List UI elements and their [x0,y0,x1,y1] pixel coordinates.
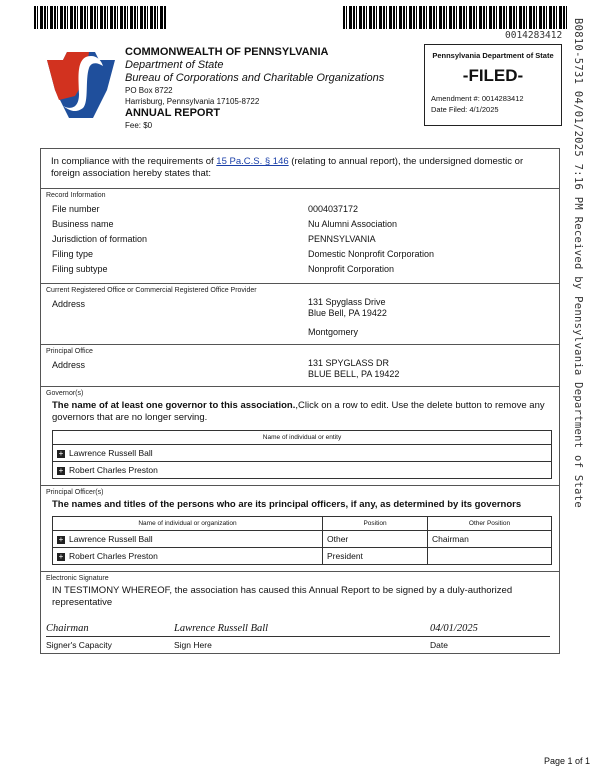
governor-name: Robert Charles Preston [69,465,158,475]
officers-section [41,485,559,571]
field-value: Domestic Nonprofit Corporation [308,249,435,259]
signature-value[interactable]: Lawrence Russell Ball [174,623,430,637]
principal-office [41,344,559,386]
bureau: Bureau of Corporations and Charitable Organizations [125,72,385,84]
field-label: Jurisdiction of formation [52,234,148,244]
pa-keystone-logo [45,50,117,120]
commonwealth-title: COMMONWEALTH OF PENNSYLVANIA [125,46,329,58]
field-label: Filing subtype [52,264,108,274]
record-row [46,232,554,247]
governor-row[interactable] [53,445,552,462]
governor-row[interactable] [53,462,552,479]
column-header: Name of individual or entity [53,431,552,445]
testimony-text: IN TESTIMONY WHEREOF, the association has caused this Annual Report to be signed by a duly-authorized representative [52,585,513,608]
officer-position: Other [323,531,428,548]
address-line1: 131 Spyglass Drive [308,297,386,307]
amendment-number: Amendment #: 0014283412 [431,94,524,103]
department: Department of State [125,59,224,71]
section-label: Principal Office [46,348,93,355]
field-label: Address [52,360,86,370]
officer-name: Lawrence Russell Ball [69,534,153,544]
filed-stamp [424,44,562,126]
statute-link[interactable]: 15 Pa.C.S. § 146 [216,156,289,167]
page-number: Page 1 of 1 [543,756,590,766]
record-row [46,202,554,217]
record-row [46,247,554,262]
governors-instructions: ,Click on a row to edit. Use the delete button to remove any governors that are no longer serving. [52,400,545,423]
field-value: PENNSYLVANIA [308,234,376,244]
field-label: Filing type [52,249,94,259]
column-header: Position [323,517,428,531]
address-line1: 131 SPYGLASS DR [308,358,390,368]
record-row [46,262,554,277]
signer-capacity-value[interactable]: Chairman [46,623,174,637]
field-label: Business name [52,219,114,229]
governor-name: Lawrence Russell Ball [69,448,153,458]
sign-here-label: Sign Here [174,640,212,650]
column-header: Name of individual or organization [53,517,323,531]
city: Harrisburg, Pennsylvania 17105-8722 [125,97,260,106]
date-filed: Date Filed: 4/1/2025 [431,105,499,114]
officer-position: President [323,548,428,565]
field-value: Nonprofit Corporation [308,264,395,274]
fee: Fee: $0 [125,121,153,130]
governors-table [52,430,552,479]
officers-table [52,516,552,565]
officer-row[interactable] [53,548,552,565]
barcode-number: 0014283412 [505,30,563,41]
electronic-signature [41,571,559,653]
section-label: Electronic Signature [46,575,109,582]
report-title: ANNUAL REPORT [125,107,221,119]
filed-status: -FILED- [462,66,524,85]
county: Montgomery [308,327,359,337]
section-label: Governor(s) [46,390,84,397]
intro-text: In compliance with the requirements of [51,156,217,167]
field-label: File number [52,204,100,214]
expand-plus-icon[interactable]: + [58,534,64,544]
governors-section [41,386,559,485]
annual-report-form [40,148,560,654]
barcode-left [34,6,166,29]
date-label: Date [430,640,448,650]
expand-plus-icon[interactable]: + [58,465,64,475]
signature-date-value[interactable]: 04/01/2025 [430,623,550,637]
expand-plus-icon[interactable]: + [58,448,64,458]
section-label: Current Registered Office or Commercial Registered Office Provider [46,287,257,294]
record-row [46,217,554,232]
officer-other-position [428,548,552,565]
record-information [41,188,559,283]
intro-section [41,149,559,188]
officer-row[interactable] [53,531,552,548]
address-line2: Blue Bell, PA 19422 [308,308,387,318]
field-label: Address [52,299,86,309]
section-label: Record Information [46,192,106,199]
section-label: Principal Officer(s) [46,489,104,496]
field-value: 0004037172 [308,204,359,214]
expand-plus-icon[interactable]: + [58,551,64,561]
column-header: Other Position [428,517,552,531]
registered-office [41,283,559,344]
officers-heading: The names and titles of the persons who are its principal officers, if any, as determined by its governors [52,499,522,510]
address-line2: BLUE BELL, PA 19422 [308,369,400,379]
officer-name: Robert Charles Preston [69,551,158,561]
barcode-right [343,6,568,29]
governors-heading: The name of at least one governor to this association. [52,400,296,411]
officer-other-position: Chairman [428,531,552,548]
received-stamp: B0810-5731 04/01/2025 7:16 PM Received by Pennsylvania Department of State [572,18,584,508]
signer-capacity-label: Signer's Capacity [46,640,112,650]
po-box: PO Box 8722 [125,86,173,95]
intro-text-2: (relating to annual report), the undersigned domestic or foreign association hereby states that: [51,156,524,179]
filed-dept: Pennsylvania Department of State [432,51,554,60]
field-value: Nu Alumni Association [308,219,398,229]
